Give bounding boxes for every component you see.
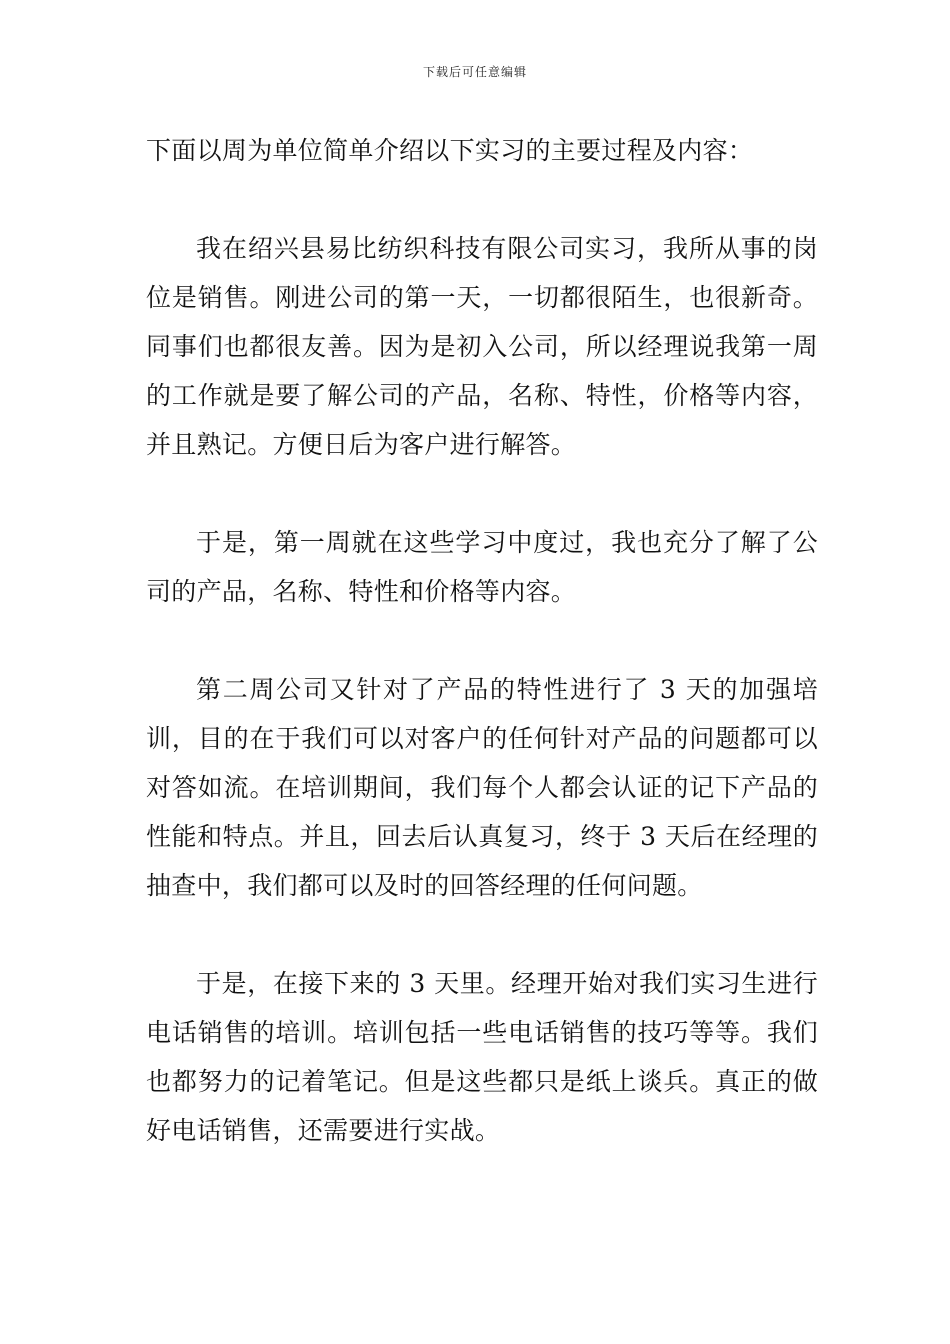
paragraph-phone-sales-training: 于是，在接下来的 3 天里。经理开始对我们实习生进行电话销售的培训。培训包括一些电话销售的技巧等等。我们也都努力的记着笔记。但是这些都只是纸上谈兵。真正的做好电话销售，还需要进行实战。 bbox=[146, 969, 818, 1145]
paragraph-second-week: 第二周公司又针对了产品的特性进行了 3 天的加强培训，目的在于我们可以对客户的任何针对产品的问题都可以对答如流。在培训期间，我们每个人都会认证的记下产品的性能和特点。并且，回去后认真复习，终于 3 天后在经理的抽查中，我们都可以及时的回答经理的任何问题。 bbox=[146, 675, 818, 900]
paragraph-first-week: 我在绍兴县易比纺织科技有限公司实习，我所从事的岗位是销售。刚进公司的第一天，一切都很陌生，也很新奇。同事们也都很友善。因为是初入公司，所以经理说我第一周的工作就是要了解公司的产品，名称、特性，价格等内容，并且熟记。方便日后为客户进行解答。 bbox=[146, 234, 818, 459]
document-body bbox=[146, 126, 818, 1204]
paragraph-intro: 下面以周为单位简单介绍以下实习的主要过程及内容： bbox=[146, 136, 754, 165]
page-header-note: 下载后可任意编辑 bbox=[422, 65, 527, 79]
paragraph-first-week-summary: 于是，第一周就在这些学习中度过，我也充分了解了公司的产品，名称、特性和价格等内容。 bbox=[146, 528, 818, 606]
